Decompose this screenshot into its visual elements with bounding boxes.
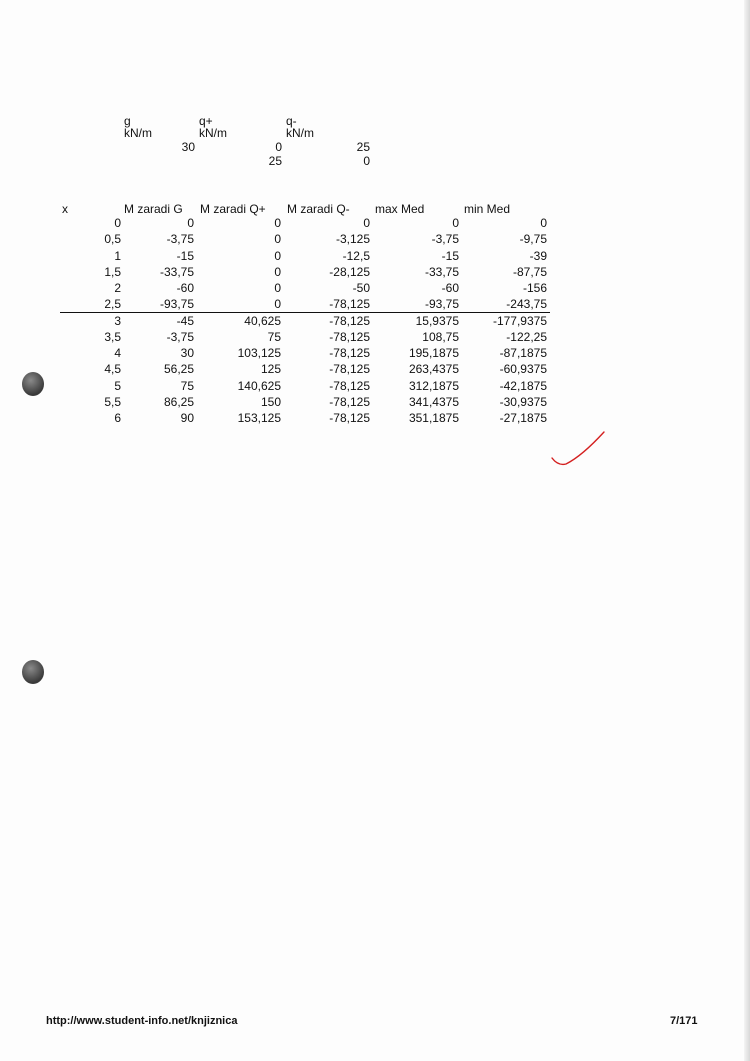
cell-m-qminus: -78,125: [329, 297, 370, 311]
cell-m-qminus: -78,125: [329, 411, 370, 425]
page-number: 7/171: [670, 1015, 698, 1027]
cell-max-med: 108,75: [422, 330, 459, 344]
cell-x: 1,5: [104, 265, 121, 279]
cell-max-med: 0: [452, 216, 459, 230]
param-value: 30: [181, 140, 195, 154]
cell-max-med: 341,4375: [408, 395, 459, 409]
cell-x: 4: [114, 346, 121, 360]
param-value: 25: [268, 154, 282, 168]
cell-min-med: -122,25: [506, 330, 547, 344]
check-mark-icon: [548, 428, 608, 470]
cell-x: 5: [114, 379, 121, 393]
param-qplus-unit: kN/m: [199, 126, 227, 140]
cell-max-med: -3,75: [431, 232, 459, 246]
cell-max-med: 15,9375: [415, 314, 459, 328]
cell-m-g: -60: [176, 281, 194, 295]
param-value: 25: [356, 140, 370, 154]
col-header-m-qminus: M zaradi Q-: [287, 202, 350, 216]
cell-m-g: 0: [187, 216, 194, 230]
cell-min-med: -42,1875: [499, 379, 547, 393]
cell-max-med: -15: [441, 249, 459, 263]
cell-m-g: 90: [180, 411, 194, 425]
cell-m-qminus: -28,125: [329, 265, 370, 279]
cell-x: 0,5: [104, 232, 121, 246]
cell-x: 5,5: [104, 395, 121, 409]
cell-min-med: -177,9375: [492, 314, 547, 328]
cell-m-qplus: 40,625: [244, 314, 281, 328]
cell-max-med: 195,1875: [408, 346, 459, 360]
cell-m-qminus: -78,125: [329, 346, 370, 360]
cell-m-qminus: -78,125: [329, 362, 370, 376]
cell-m-qplus: 150: [260, 395, 281, 409]
cell-m-g: 75: [180, 379, 194, 393]
cell-min-med: -27,1875: [499, 411, 547, 425]
cell-max-med: -60: [441, 281, 459, 295]
cell-m-qplus: 0: [274, 297, 281, 311]
cell-min-med: -9,75: [519, 232, 547, 246]
param-qminus-symbol: q-: [286, 114, 297, 128]
cell-m-qminus: -50: [352, 281, 370, 295]
cell-x: 3,5: [104, 330, 121, 344]
cell-min-med: -39: [529, 249, 547, 263]
page-edge-shadow: [744, 0, 750, 1061]
param-qplus-symbol: q+: [199, 114, 213, 128]
col-header-x: x: [62, 202, 68, 216]
param-value: 0: [363, 154, 370, 168]
cell-min-med: 0: [540, 216, 547, 230]
param-g-symbol: g: [124, 114, 131, 128]
cell-m-qplus: 0: [274, 249, 281, 263]
punch-hole: [22, 372, 44, 396]
cell-x: 1: [114, 249, 121, 263]
cell-m-g: 86,25: [163, 395, 194, 409]
punch-hole: [22, 660, 44, 684]
cell-min-med: -60,9375: [499, 362, 547, 376]
cell-m-g: -33,75: [159, 265, 194, 279]
cell-max-med: 312,1875: [408, 379, 459, 393]
cell-min-med: -87,1875: [499, 346, 547, 360]
cell-max-med: -33,75: [424, 265, 459, 279]
cell-x: 6: [114, 411, 121, 425]
param-value: 0: [275, 140, 282, 154]
cell-m-qminus: -78,125: [329, 379, 370, 393]
cell-m-qplus: 125: [260, 362, 281, 376]
cell-m-qminus: -78,125: [329, 314, 370, 328]
cell-m-g: -3,75: [166, 232, 194, 246]
cell-m-g: 56,25: [163, 362, 194, 376]
cell-m-qplus: 140,625: [237, 379, 281, 393]
cell-x: 3: [114, 314, 121, 328]
cell-m-qminus: -12,5: [342, 249, 370, 263]
cell-min-med: -243,75: [506, 297, 547, 311]
cell-m-qplus: 0: [274, 265, 281, 279]
cell-m-qminus: 0: [363, 216, 370, 230]
table-separator-line: [60, 312, 550, 313]
cell-m-g: -45: [176, 314, 194, 328]
cell-x: 4,5: [104, 362, 121, 376]
cell-min-med: -87,75: [512, 265, 547, 279]
cell-x: 2,5: [104, 297, 121, 311]
cell-m-g: -15: [176, 249, 194, 263]
cell-m-qplus: 0: [274, 216, 281, 230]
col-header-min-med: min Med: [464, 202, 511, 216]
cell-min-med: -156: [522, 281, 547, 295]
cell-x: 2: [114, 281, 121, 295]
cell-m-qminus: -78,125: [329, 330, 370, 344]
cell-m-qplus: 103,125: [237, 346, 281, 360]
cell-max-med: 351,1875: [408, 411, 459, 425]
cell-m-qplus: 153,125: [237, 411, 281, 425]
cell-m-g: 30: [180, 346, 194, 360]
cell-min-med: -30,9375: [499, 395, 547, 409]
col-header-m-g: M zaradi G: [124, 202, 183, 216]
cell-max-med: 263,4375: [408, 362, 459, 376]
cell-max-med: -93,75: [424, 297, 459, 311]
cell-m-qminus: -3,125: [335, 232, 370, 246]
cell-x: 0: [114, 216, 121, 230]
cell-m-qplus: 0: [274, 232, 281, 246]
cell-m-g: -93,75: [159, 297, 194, 311]
footer-url: http://www.student-info.net/knjiznica: [46, 1015, 238, 1027]
param-qminus-unit: kN/m: [286, 126, 314, 140]
cell-m-qplus: 75: [267, 330, 281, 344]
param-g-unit: kN/m: [124, 126, 152, 140]
cell-m-qminus: -78,125: [329, 395, 370, 409]
cell-m-g: -3,75: [166, 330, 194, 344]
col-header-m-qplus: M zaradi Q+: [200, 202, 266, 216]
col-header-max-med: max Med: [375, 202, 425, 216]
cell-m-qplus: 0: [274, 281, 281, 295]
